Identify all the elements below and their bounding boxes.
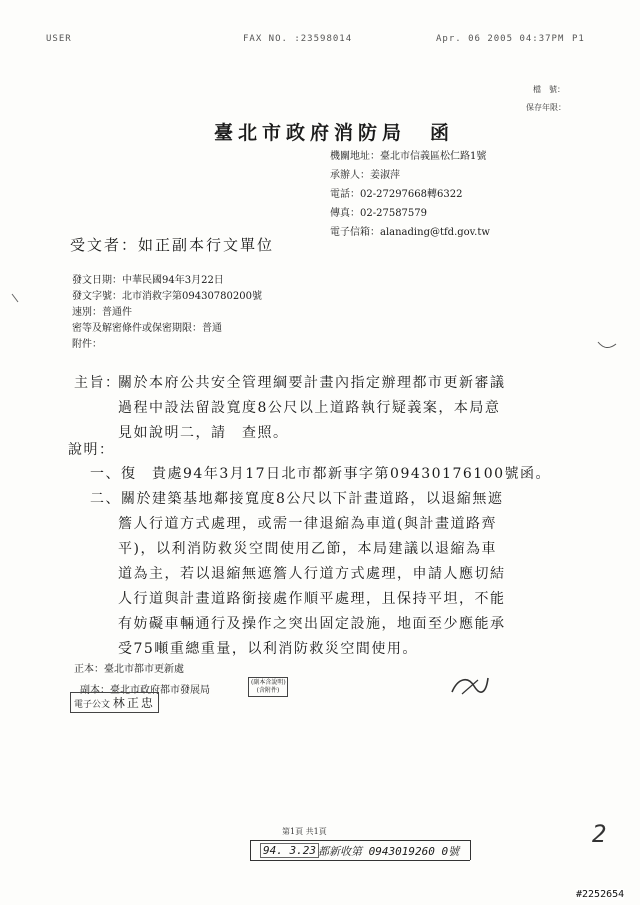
item2-line: 道為主，若以退縮無遮簷人行道方式處理，申請人應切結 — [118, 566, 506, 582]
cc-recipient: 副本：臺北市政府都市發展局 — [80, 685, 210, 696]
sender-name: 林正忠 — [112, 696, 155, 710]
fax-number: FAX NO. :23598014 — [243, 34, 353, 44]
subject-line: 關於本府公共安全管理綱要計畫內指定辦理都市更新審議 — [118, 375, 506, 391]
explanation-item-1: 一、復 貴處94年3月17日北市都新事字第09430176100號函。 — [90, 466, 552, 482]
subject-label: 主旨： — [74, 375, 121, 391]
retention-period: 保存年限： — [526, 103, 566, 112]
subject-body — [118, 371, 506, 446]
subject-line: 過程中設法留設寬度8公尺以上道路執行疑義案，本局意 — [118, 400, 501, 416]
main-recipient: 正本：臺北市都市更新處 — [74, 664, 184, 675]
subject-line: 見如說明二，請 查照。 — [118, 425, 289, 441]
delivery-speed: 速別：普通件 — [72, 307, 132, 318]
stamp-bottom-line — [250, 860, 470, 861]
item2-line: 人行道與計畫道路銜接處作順平處理，且保持平坦，不能 — [118, 591, 506, 607]
fax-page: P1 — [572, 34, 585, 44]
filing-number: 檔 號： — [533, 85, 565, 94]
margin-tick-icon — [10, 292, 20, 304]
item2-line: 二、關於建築基地鄰接寬度8公尺以下計畫道路，以退縮無遮 — [90, 491, 504, 507]
issue-meta — [72, 273, 262, 353]
sender-stamp: 電子公文 林正忠 — [70, 692, 159, 713]
fax-user: USER — [46, 34, 72, 44]
security-level: 密等及解密條件或保密期限：普通 — [72, 323, 222, 334]
recipient: 受文者：如正副本行文單位 — [70, 236, 275, 254]
stamp-top-line — [250, 840, 470, 841]
contact-address: 機關地址：臺北市信義區松仁路1號 — [330, 151, 487, 162]
item2-line: 有妨礙車輛通行及操作之突出固定設施，地面至少應能承 — [118, 616, 506, 632]
issue-date: 發文日期：中華民國94年3月22日 — [72, 275, 224, 286]
contact-block — [330, 147, 490, 242]
contact-phone: 電話：02-27297668轉6322 — [330, 189, 463, 200]
margin-mark-icon — [596, 338, 618, 352]
seal-mark-icon — [448, 672, 492, 700]
attachment: 附件： — [72, 339, 102, 350]
explanation-item-2 — [90, 487, 506, 662]
contact-email: 電子信箱：alanading@tfd.gov.tw — [330, 227, 490, 238]
stamp-left-edge — [250, 840, 251, 860]
receipt-date-stamp: 94. 3.23 — [260, 843, 319, 858]
fax-datetime: Apr. 06 2005 04:37PM — [436, 34, 565, 44]
handwritten-page-number: 2 — [592, 820, 607, 848]
explanation-label: 說明： — [68, 442, 115, 458]
agency-title: 臺北市政府消防局 函 — [214, 122, 455, 144]
stamp-right-edge — [470, 840, 471, 860]
item2-line: 簷人行道方式處理，或需一律退縮為車道(與計畫道路齊 — [118, 516, 497, 532]
cc-stamp: (副本含說明) (含附件) — [248, 677, 288, 697]
image-id: #2252654 — [576, 889, 625, 900]
contact-fax: 傳真：02-27587579 — [330, 208, 428, 219]
item2-line: 受75噸重總重量，以利消防救災空間使用。 — [118, 641, 418, 657]
contact-handler: 承辦人：姜淑萍 — [330, 170, 400, 181]
item2-line: 平)，以利消防救災空間使用乙節，本局建議以退縮為車 — [118, 541, 497, 557]
issue-number: 發文字號：北市消救字第09430780200號 — [72, 291, 262, 302]
receipt-number: 都新收第 0943019260 0號 — [318, 845, 460, 858]
page-marker: 第1頁 共1頁 — [282, 827, 327, 836]
